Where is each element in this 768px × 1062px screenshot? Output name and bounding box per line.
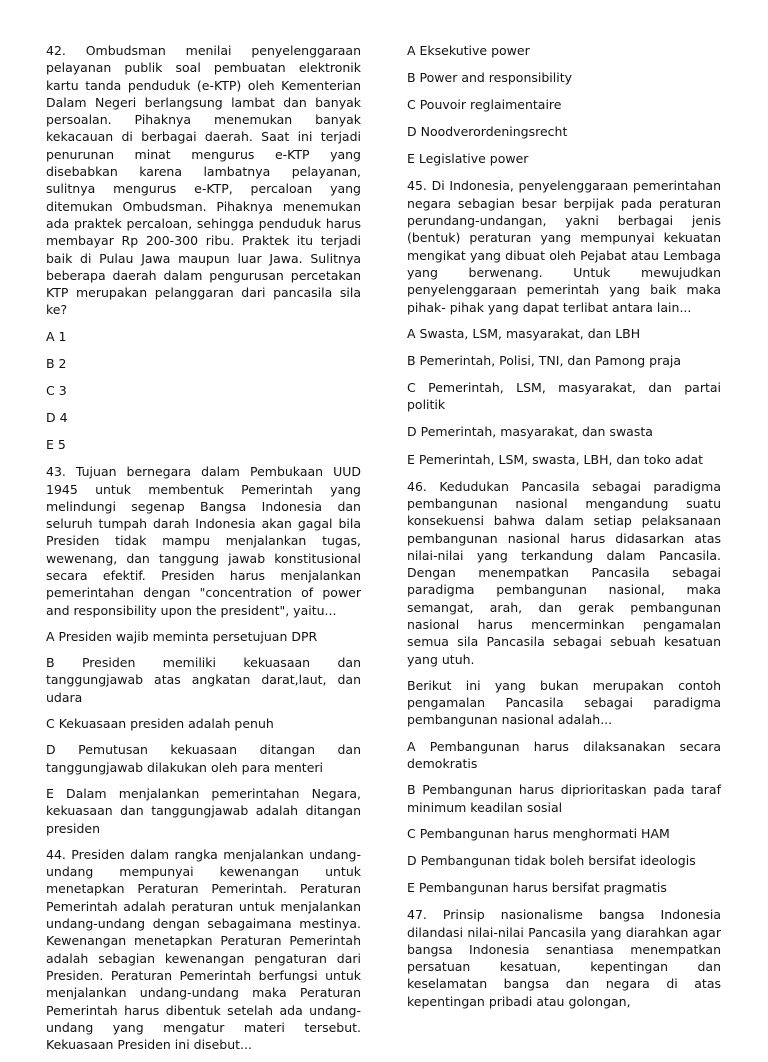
question-43-option-c: C Kekuasaan presiden adalah penuh xyxy=(46,716,274,732)
question-46-option-c: C Pembangunan harus menghormati HAM xyxy=(407,825,670,841)
left-column xyxy=(46,42,361,1062)
question-42-option-c: C 3 xyxy=(46,382,67,398)
question-44-option-b: B Power and responsibility xyxy=(407,70,573,86)
question-42-option-a: A 1 xyxy=(46,328,67,344)
question-43-text: 43. Tujuan bernegara dalam Pembukaan UUD 1945 untuk membentuk Pemerintah yang melindungi segenap Bangsa Indonesia dan seluruh tumpah darah Indonesia akan gagal bila Presiden tidak mampu menjalankan tugas, wewenang, dan tanggung jawab konstitusional secara efektif. Presiden harus menjalankan pemerintahan dengan "concentration of power and responsibility upon the president", yaitu... xyxy=(46,464,361,618)
question-44-text: 44. Presiden dalam rangka menjalankan undang-undang mempunyai kewenangan untuk menetapkan Peraturan Pemerintah. Peraturan Pemerintah adalah peraturan untuk menjalankan undang-undang dengan sebagaimana mestinya. Kewenangan menetapkan Peraturan Pemerintah adalah sebagian kewenangan pengaturan dari Presiden. Peraturan Pemerintah berfungsi untuk menjalankan undang-undang maka Peraturan Pemerintah harus dibentuk setelah ada undang-undang yang mengatur materi tersebut. Kekuasaan Presiden ini disebut... xyxy=(46,846,361,1053)
question-46-prompt: Berikut ini yang bukan merupakan contoh pengamalan Pancasila sebagai paradigma pembangunan nasional adalah... xyxy=(407,677,721,728)
question-42-option-e: E 5 xyxy=(46,437,66,453)
question-45-text: 45. Di Indonesia, penyelenggaraan pemerintahan negara sebagian besar berpijak pada peraturan perundang-undangan, yakni berbagai jenis (bentuk) peraturan yang mempunyai kekuatan mengikat yang dibuat oleh Pejabat atau Lembaga yang berwenang. Untuk mewujudkan penyelenggaraan pemerintah yang baik maka pihak- pihak yang dapat terlibat antara lain... xyxy=(407,178,721,315)
question-43-option-e: E Dalam menjalankan pemerintahan Negara, kekuasaan dan tanggungjawab adalah ditangan presiden xyxy=(46,785,361,836)
question-42-option-b: B 2 xyxy=(46,355,67,371)
question-45-option-c: C Pemerintah, LSM, masyarakat, dan partai politik xyxy=(407,380,721,413)
question-44-option-e: E Legislative power xyxy=(407,151,529,167)
question-46-option-e: E Pembangunan harus bersifat pragmatis xyxy=(407,880,667,896)
question-45-option-d: D Pemerintah, masyarakat, dan swasta xyxy=(407,424,653,440)
question-43-option-d: D Pemutusan kekuasaan ditangan dan tanggungjawab dilakukan oleh para menteri xyxy=(46,742,361,775)
question-46-option-b: B Pembangunan harus diprioritaskan pada taraf minimum keadilan sosial xyxy=(407,782,721,815)
question-44-option-a: A Eksekutive power xyxy=(407,43,530,58)
question-47-text: 47. Prinsip nasionalisme bangsa Indonesia dilandasi nilai-nilai Pancasila yang diarahkan agar bangsa Indonesia senantiasa menempatkan persatuan kesatuan, kepentingan dan keselamatan bangsa dan negara di atas kepentingan pribadi atau golongan, xyxy=(407,907,721,1009)
question-45-option-b: B Pemerintah, Polisi, TNI, dan Pamong praja xyxy=(407,352,682,368)
question-45-option-e: E Pemerintah, LSM, swasta, LBH, dan toko adat xyxy=(407,451,704,467)
question-44-option-d: D Noodverordeningsrecht xyxy=(407,124,568,140)
question-42-option-d: D 4 xyxy=(46,410,68,426)
question-46-text: 46. Kedudukan Pancasila sebagai paradigma pembangunan nasional mengandung suatu konsekuensi bahwa dalam setiap pelaksanaan pembangunan nasional harus didasarkan atas nilai-nilai yang terkandung dalam Pancasila. Dengan menempatkan Pancasila sebagai paradigma pembangunan nasional, maka semangat, arah, dan gerak pembangunan nasional harus mencerminkan pengamalan semua sila Pancasila sebagai sebuah kesatuan yang utuh. xyxy=(407,478,721,667)
question-44-option-c: C Pouvoir reglaimentaire xyxy=(407,97,562,113)
question-42-text: 42. Ombudsman menilai penyelenggaraan pelayanan publik soal pembuatan elektronik kartu tanda penduduk (e-KTP) oleh Kementerian Dalam Negeri berlangsung lambat dan banyak persoalan. Pihaknya menemukan banyak kekacauan di berbagai daerah. Saat ini terjadi penurunan minat mengurus e-KTP yang disebabkan karena lambatnya pelayanan, sulitnya mengurus e-KTP, percaloan yang ditemukan Ombudsman. Pihaknya menemukan ada praktek percaloan, sehingga penduduk harus membayar Rp 200-300 ribu. Praktek itu terjadi baik di Pulau Jawa maupun luar Jawa. Sulitnya beberapa daerah dalam pengurusan percetakan KTP merupakan pelanggaran dari pancasila sila ke? xyxy=(46,43,361,318)
question-46-option-d: D Pembangunan tidak boleh bersifat ideologis xyxy=(407,853,696,869)
right-column xyxy=(407,42,721,1019)
question-43-option-a: A Presiden wajib meminta persetujuan DPR xyxy=(46,628,318,644)
question-43-option-b: B Presiden memiliki kekuasaan dan tanggungjawab atas angkatan darat,laut, dan udara xyxy=(46,655,361,705)
question-45-option-a: A Swasta, LSM, masyarakat, dan LBH xyxy=(407,325,641,341)
question-46-option-a: A Pembangunan harus dilaksanakan secara demokratis xyxy=(407,738,721,772)
